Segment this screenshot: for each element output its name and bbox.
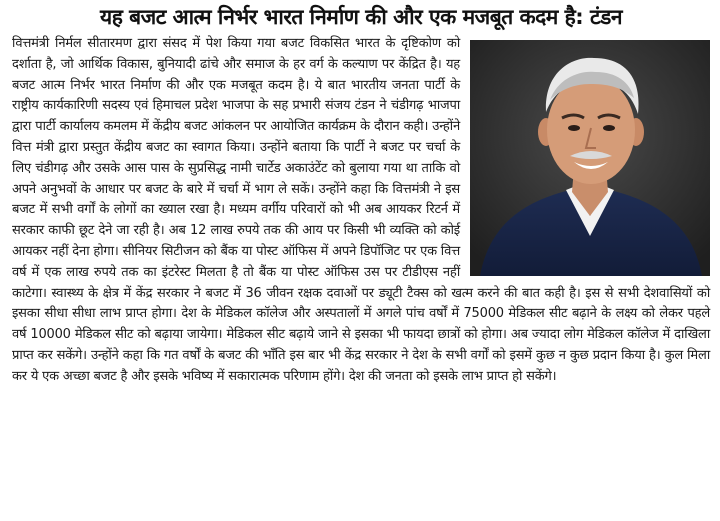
article-photo: [470, 40, 710, 276]
article-headline: यह बजट आत्म निर्भर भारत निर्माण की और एक मजबूत कदम है: टंडन: [100, 5, 622, 29]
article-body: वित्तमंत्री निर्मल सीतारमण द्वारा संसद में पेश किया गया बजट विकसित भारत के दृष्टिकोण को दर्शाता है, जो आर्थिक विकास, बुनियादी ढांचे और समाज के हर वर्ग के कल्याण पर केंद्रित है। यह बजट आत्म निर्भर भारत निर्माण की और एक मजबूत कदम है। ये बात भारतीय जनता पार्टी के राष्ट्रीय कार्यकारिणी सदस्य एवं हिमाचल प्रदेश भाजपा के सह प्रभारी संजय टंडन ने चंडीगढ़ भाजपा द्वारा पार्टी कार्यालय कमलम में केंद्रीय बजट आंकलन पर आयोजित कार्यक्रम के दौरान कही। उन्होंने वित्त मंत्री द्वारा प्रस्तुत केंद्रीय बजट का स्वागत किया। उन्होंने बताया कि पार्टी ने बजट पर चर्चा के लिए चंडीगढ़ और उसके आस पास के सुप्रसिद्ध नामी चार्टेड अकाउंटेंट को बुलाया गया था ताकि वो अपने अनुभवों के आधार पर बजट के बारे में चर्चा में भाग ले सकें। उन्होंने कहा कि वित्तमंत्री ने इस बजट में सभी वर्गों के लोगों का ख्याल रखा है। मध्यम वर्गीय परिवारों को भी अब आयकर रिटर्न में सरकार काफी छूट देने जा रही है। अब 12 लाख रुपये तक की आय पर किसी भी व्यक्ति को कोई आयकर नहीं देना होगा। सीनियर सिटीजन को बैंक या पोस्ट ऑफिस में अपने डिपॉजिट पर एक वित्त वर्ष में एक लाख रुपये तक का इंटरेस्ट मिलता है तो बैंक या पोस्ट ऑफिस उस पर टीडीएस नहीं काटेगा। स्वास्थ्य के क्षेत्र में केंद्र सरकार ने बजट में 36 जीवन रक्षक दवाओं पर ड्यूटी टैक्स को खत्म करने की बात कही है। इस से सभी देशवासियों को इसका सीधा सीधा लाभ प्राप्त होगा। देश के मेडिकल कॉलेज और अस्पतालों में अगले पांच वर्षों में 75000 मेडिकल सीट बढ़ाने के लक्ष्य को लेकर पहले वर्ष 10000 मेडिकल सीट को बढ़ाया जायेगा। मेडिकल सीट बढ़ाये जाने से इसका भी फायदा छात्रों को होगा। अब ज्यादा लोग मेडिकल कॉलेज में दाखिला प्राप्त कर सकेंगे। उन्होंने कहा कि गत वर्षों के बजट की भाँति इस बार भी केंद्र सरकार ने देश के सभी वर्गों को इसमें कुछ न कुछ प्रदान किया है। कुल मिला कर ये एक अच्छा बजट है और इसके भविष्य में सकारात्मक परिणाम होंगे। देश की जनता को इसके लाभ प्राप्त हो सकेंगे।: [12, 36, 710, 384]
person-portrait-icon: [470, 40, 710, 276]
